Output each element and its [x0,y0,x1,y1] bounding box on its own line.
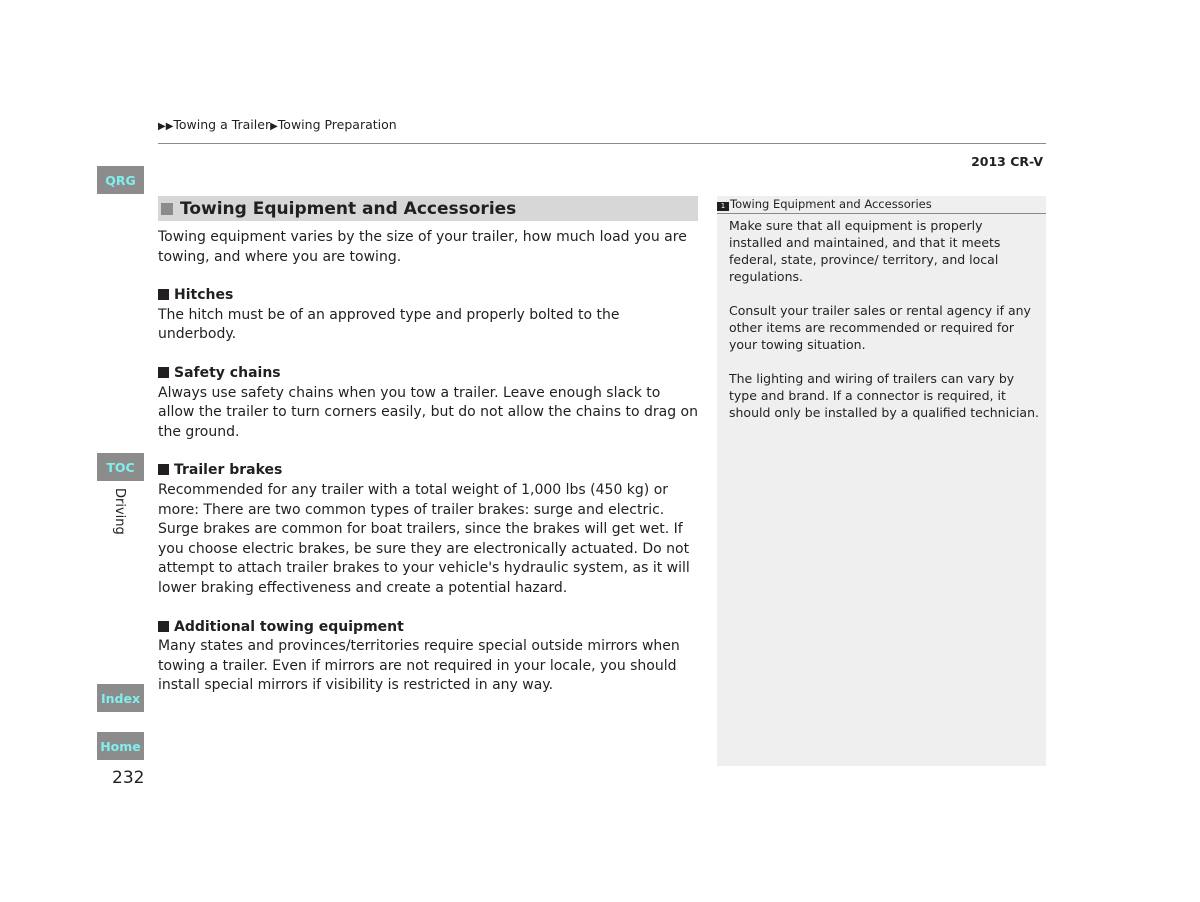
subsection-text: Many states and provinces/territories require special outside mirrors when towing a trailer. Even if mirrors are not required in your locale, you should install special mirrors if visibility is restricted in any way. [158,638,680,694]
subsection-heading [158,364,698,384]
breadcrumb-current: Towing Preparation [277,117,397,132]
sidebar-paragraph: The lighting and wiring of trailers can vary by type and brand. If a connector is required, it should only be installed by a qualified technician. [729,371,1039,420]
subsection-heading [158,461,698,481]
index-tab-button[interactable]: Index [97,684,144,712]
section-side-label: Driving [112,488,127,535]
breadcrumb-link-towing-a-trailer[interactable]: Towing a Trailer [173,117,271,132]
home-tab-button[interactable]: Home [97,732,144,760]
subsection-additional-equipment [158,618,698,696]
sidebar-paragraph: Make sure that all equipment is properly installed and maintained, and that it meets federal, state, province/ territory, and local regulations. [729,218,1001,284]
main-content [158,196,698,696]
qrg-tab-button[interactable]: QRG [97,166,144,194]
subsection-title: Additional towing equipment [174,618,404,635]
sidebar-body [729,217,1039,438]
subsection-title: Trailer brakes [174,462,283,479]
bullet-square-icon [158,464,169,475]
section-heading-text: Towing Equipment and Accessories [180,198,517,219]
subsection-title: Hitches [174,287,234,304]
header-divider [158,143,1046,144]
subsection-trailer-brakes [158,461,698,598]
breadcrumb-arrows: ▶▶ [158,121,174,132]
subsection-title: Safety chains [174,364,281,381]
breadcrumb [158,117,397,132]
bullet-square-icon [158,367,169,378]
breadcrumb-separator: ▶ [270,121,278,132]
subsection-text: Always use safety chains when you tow a trailer. Leave enough slack to allow the trailer to turn corners easily, but do not allow the chains to drag on the ground. [158,384,698,440]
bullet-square-icon [158,621,169,632]
subsection-safety-chains [158,364,698,442]
subsection-text: The hitch must be of an approved type and properly bolted to the underbody. [158,306,620,343]
toc-tab-button[interactable]: TOC [97,453,144,481]
reference-marker-icon: 1 [717,202,729,211]
heading-square-icon [161,203,173,215]
sidebar-paragraph: Consult your trailer sales or rental agency if any other items are recommended or required for your towing situation. [729,303,1031,352]
intro-paragraph: Towing equipment varies by the size of your trailer, how much load you are towing, and where you are towing. [158,229,687,265]
section-heading [158,196,698,221]
notes-sidebar [717,196,1046,766]
sidebar-title-text: Towing Equipment and Accessories [730,197,932,211]
subsection-text: Recommended for any trailer with a total weight of 1,000 lbs (450 kg) or more: There are two common types of trailer brakes: surge and electric. Surge brakes are common for boat trailers, since the brakes will get wet. If you choose electric brakes, be sure they are electronically actuated. Do not attempt to attach trailer brakes to your vehicle's hydraulic system, as it will lower braking effectiveness and create a potential hazard. [158,481,690,596]
subsection-heading [158,286,698,306]
page-number: 232 [112,768,145,788]
subsection-heading [158,618,698,638]
sidebar-title [717,196,1046,214]
subsection-hitches [158,286,698,345]
bullet-square-icon [158,289,169,300]
model-label: 2013 CR-V [971,154,1043,169]
